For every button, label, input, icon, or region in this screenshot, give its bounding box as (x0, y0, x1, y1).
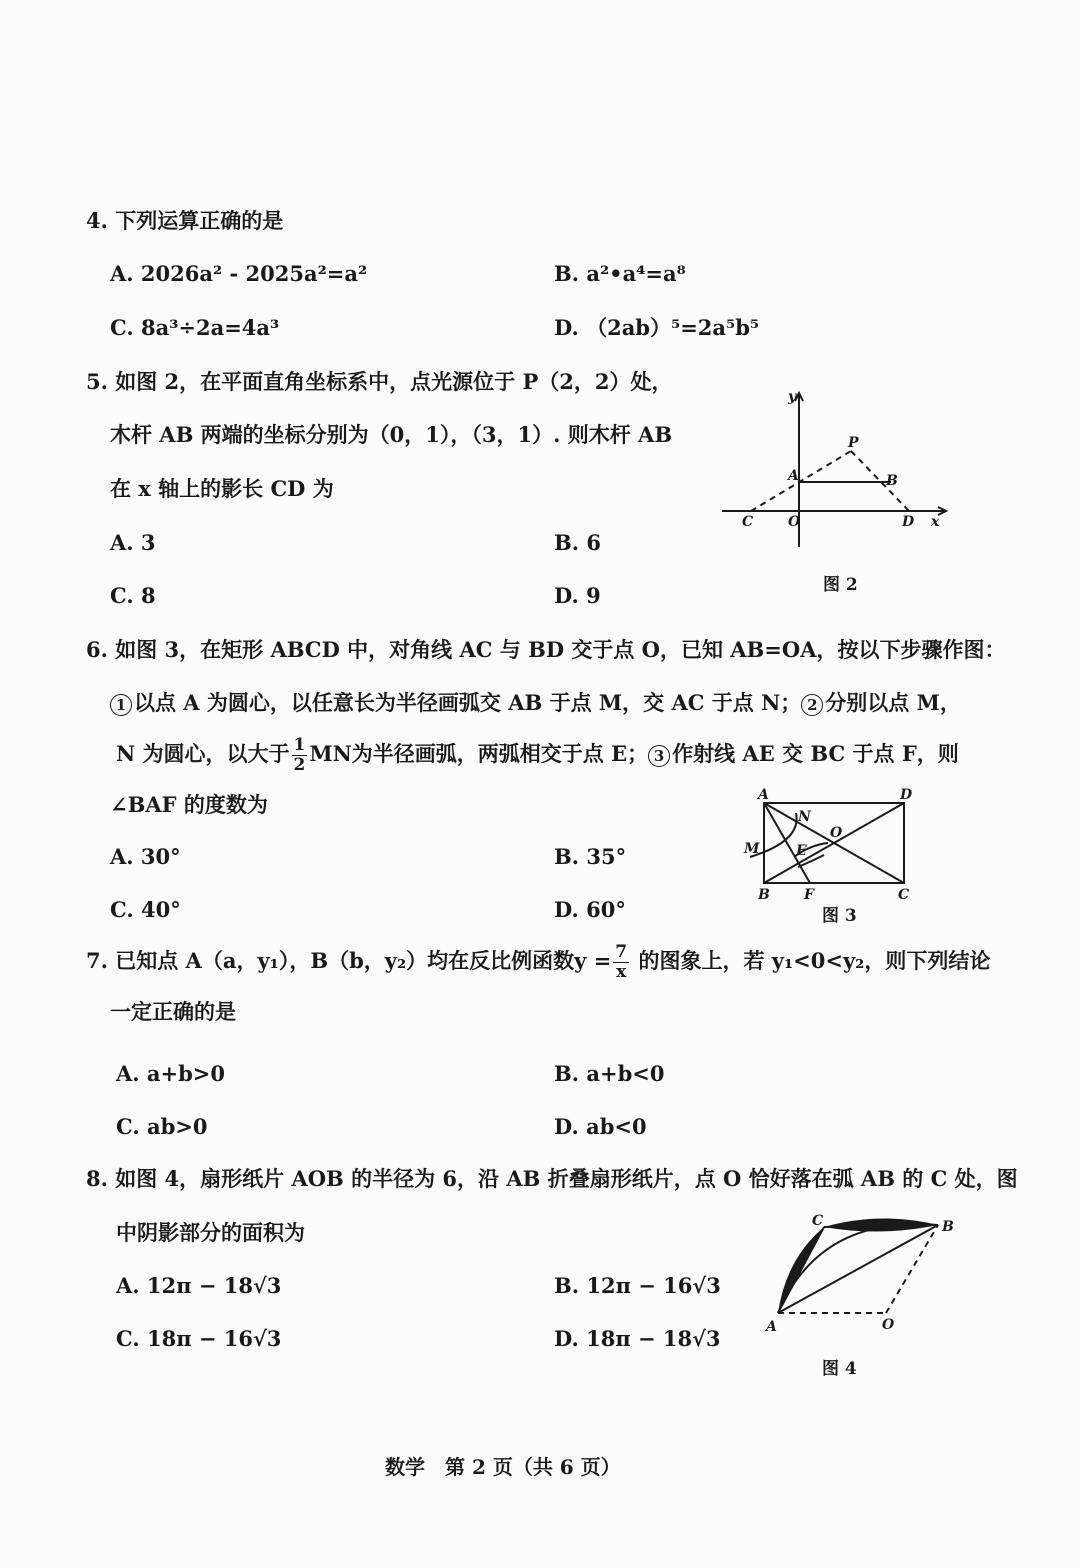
option-label: C. (110, 897, 141, 922)
option-label: A. (110, 261, 141, 286)
option-label: D. (554, 1326, 587, 1351)
label-x: x (931, 514, 940, 530)
option-expr: 2026a² - 2025a²=a² (140, 261, 368, 286)
q8-stem-line2: 中阴影部分的面积为 (116, 1220, 305, 1245)
q7-stem-line1 (86, 944, 990, 981)
q8-option-d (554, 1328, 721, 1349)
figure-4-diagram (760, 1205, 960, 1340)
option-label: B. (554, 530, 587, 555)
label-d: D (900, 787, 913, 803)
step-3-mark: 3 (648, 745, 670, 767)
option-value: 18π − 16√3 (146, 1326, 282, 1351)
q5-option-a (110, 532, 156, 553)
step-2-mark: 2 (801, 694, 823, 716)
q7-option-b (554, 1063, 664, 1084)
q5-stem-line2: 木杆 AB 两端的坐标分别为（0，1），（3，1）. 则木杆 AB (110, 422, 673, 447)
q4-stem: 4. 下列运算正确的是 (86, 208, 284, 233)
option-value: 60° (586, 897, 626, 922)
label-d: D (902, 514, 915, 530)
option-value: 40° (140, 897, 181, 922)
figure-2-caption: 图 2 (823, 575, 858, 595)
q5-stem-line1: 5. 如图 2，在平面直角坐标系中，点光源位于 P（2，2）处， (86, 369, 673, 394)
fraction-numerator: 7 (615, 942, 628, 962)
page-footer: 数学 第 2 页（共 6 页） (385, 1455, 621, 1479)
label-p: P (848, 435, 859, 451)
line3-pre: N 为圆心，以大于 (116, 741, 290, 766)
fraction-seven-over-x (613, 944, 629, 981)
option-value: 30° (140, 844, 181, 869)
label-c: C (812, 1213, 824, 1229)
label-o: O (788, 514, 801, 530)
q5-option-d (554, 585, 601, 606)
option-label: C. (116, 1326, 147, 1351)
q5-stem-line3: 在 x 轴上的影长 CD 为 (110, 476, 334, 501)
label-c: C (742, 514, 754, 530)
label-a: A (788, 468, 799, 484)
q6-stem-line3 (116, 737, 959, 774)
step-2-text: 分别以点 M， (825, 690, 961, 715)
figure-2-diagram (716, 385, 956, 555)
fraction-numerator: 1 (293, 735, 306, 755)
q6-stem-line1: 6. 如图 3，在矩形 ABCD 中，对角线 AC 与 BD 交于点 O，已知 AB=OA，按以下步骤作图： (86, 637, 1006, 662)
q5-option-b (554, 532, 601, 553)
q8-option-b (554, 1275, 721, 1296)
label-b: B (758, 887, 770, 903)
label-o: O (830, 825, 843, 841)
fraction-denominator: 2 (293, 755, 306, 775)
option-value: 9 (586, 583, 601, 608)
option-label: A. (110, 530, 141, 555)
q7-stem-pre: 7. 已知点 A（a，y₁），B（b，y₂）均在反比例函数y = (86, 948, 612, 973)
fraction-one-half (292, 737, 308, 774)
q6-option-d (554, 899, 626, 920)
option-value: a+b<0 (586, 1061, 665, 1086)
option-value: 3 (140, 530, 156, 555)
option-expr: 8a³÷2a=4a³ (140, 315, 280, 340)
label-b: B (886, 473, 898, 489)
option-label: A. (116, 1061, 147, 1086)
fraction-denominator: x (616, 962, 627, 982)
q8-option-a (116, 1275, 281, 1296)
option-label: A. (116, 1273, 147, 1298)
option-label: D. (554, 1114, 587, 1139)
step-3-text: 作射线 AE 交 BC 于点 F，则 (672, 741, 959, 766)
option-value: ab>0 (146, 1114, 208, 1139)
option-label: B. (554, 844, 587, 869)
q4-option-d (554, 317, 759, 338)
option-value: 18π − 18√3 (586, 1326, 721, 1351)
q7-option-c (116, 1116, 207, 1137)
line3-post: MN为半径画弧，两弧相交于点 E； (309, 741, 649, 766)
q6-stem-line4: ∠BAF 的度数为 (110, 792, 268, 817)
q7-option-a (116, 1063, 225, 1084)
q8-stem-line1: 8. 如图 4，扇形纸片 AOB 的半径为 6，沿 AB 折叠扇形纸片，点 O 恰好落在弧 AB 的 C 处，图 (86, 1166, 1018, 1191)
label-c: C (898, 887, 910, 903)
q4-option-a (110, 263, 367, 284)
option-label: A. (110, 844, 141, 869)
option-expr: a²•a⁴=a⁸ (586, 261, 686, 286)
option-value: 12π − 18√3 (146, 1273, 282, 1298)
option-value: 35° (586, 844, 627, 869)
label-n: N (798, 809, 811, 825)
option-label: B. (554, 1061, 587, 1086)
option-expr: （2ab）⁵=2a⁵b⁵ (586, 315, 760, 340)
label-b: B (942, 1219, 954, 1235)
q7-stem-line2: 一定正确的是 (110, 999, 236, 1024)
q4-option-b (554, 263, 686, 284)
option-label: C. (110, 583, 141, 608)
q5-option-c (110, 585, 156, 606)
q7-stem-post: 的图象上，若 y₁<0<y₂，则下列结论 (638, 948, 991, 973)
figure-3-diagram (740, 785, 920, 905)
option-value: 12π − 16√3 (586, 1273, 721, 1298)
option-label: D. (554, 315, 587, 340)
option-label: C. (110, 315, 141, 340)
label-a: A (766, 1319, 777, 1335)
q8-option-c (116, 1328, 281, 1349)
option-label: C. (116, 1114, 147, 1139)
option-label: B. (554, 261, 587, 286)
option-value: a+b>0 (146, 1061, 226, 1086)
step-1-mark: 1 (110, 694, 132, 716)
q4-option-c (110, 317, 279, 338)
q6-option-b (554, 846, 626, 867)
q6-stem-line2 (110, 692, 961, 716)
q6-option-c (110, 899, 181, 920)
option-value: 8 (140, 583, 156, 608)
q6-option-a (110, 846, 181, 867)
option-value: ab<0 (586, 1114, 647, 1139)
option-label: D. (554, 583, 587, 608)
label-f: F (804, 887, 814, 903)
q7-option-d (554, 1116, 647, 1137)
label-m: M (744, 841, 760, 857)
label-o: O (882, 1317, 895, 1333)
figure-3-caption: 图 3 (822, 906, 857, 926)
label-e: E (796, 843, 807, 859)
option-value: 6 (586, 530, 601, 555)
option-label: B. (554, 1273, 587, 1298)
label-y: y (788, 389, 797, 405)
figure-4-caption: 图 4 (822, 1359, 857, 1379)
option-label: D. (554, 897, 587, 922)
step-1-text: 以点 A 为圆心，以任意长为半径画弧交 AB 于点 M，交 AC 于点 N； (134, 690, 802, 715)
label-a: A (758, 787, 769, 803)
